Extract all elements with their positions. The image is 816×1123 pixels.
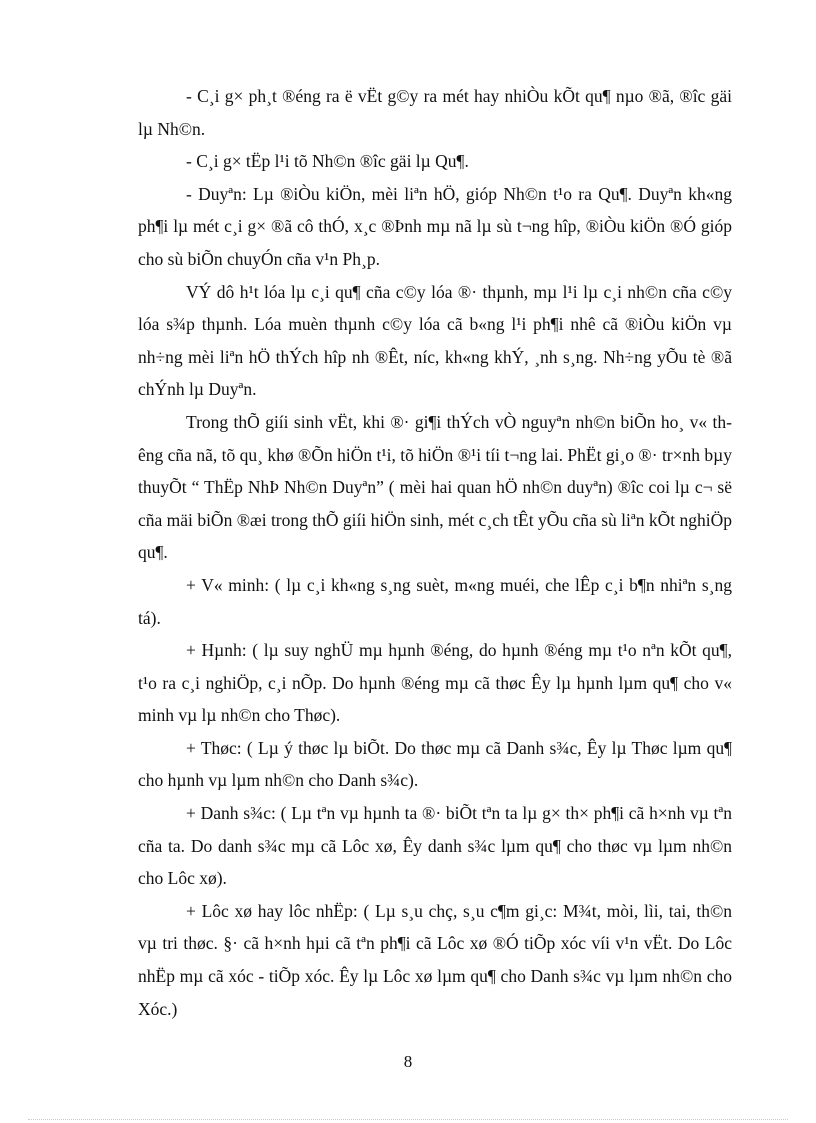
paragraph-luc-xu: + Lôc xø hay lôc nhËp: ( Lµ s¸u chç, s¸u c¶m gi¸c: M¾t, mòi, lìi, tai, th©n vµ tri thøc. §· cã h×nh hµi cã tªn ph¶i cã Lôc xø ®Ó tiÕp xóc víi v¹n vËt. Do Lôc nhËp mµ cã xóc - tiÕp xóc. Êy lµ Lôc xø lµm qu¶ cho Danh s¾c vµ lµm nh©n cho Xóc.) [138,900,732,1019]
paragraph-twelve-links: Trong thÕ giíi sinh vËt, khi ®· gi¶i thÝch vÒ nguyªn nh©n biÕn ho¸ v« thêng cña nã, tõ qu¸ khø ®Õn hiÖn t¹i, tõ hiÖn ®¹i tíi t¬ng lai. PhËt gi¸o ®· tr×nh bµy thuyÕt “ ThËp NhÞ Nh©n Duyªn” ( mèi hai quan hÖ nh©n duyªn) ®îc coi lµ c¬ së cña mäi biÕn ®æi trong thÕ giíi hiÖn sinh, mét c¸ch tÊt yÕu cña sù liªn kÕt nghiÖp qu¶. [138,411,732,563]
paragraph-nhan: - C¸i g× ph¸t ®éng ra ë vËt g©y ra mét hay nhiÒu kÕt qu¶ nµo ®ã, ®îc gäi lµ Nh©n. [138,86,732,139]
footer-divider [28,1119,788,1120]
paragraph-qua: - C¸i g× tËp l¹i tõ Nh©n ®îc gäi lµ Qu¶. [186,151,469,172]
body-text [138,80,732,1025]
paragraph-hanh: + Hµnh: ( lµ suy nghÜ mµ hµnh ®éng, do hµnh ®éng mµ t¹o nªn kÕt qu¶, t¹o ra c¸i nghiÖp, c¸i nÕp. Do hµnh ®éng mµ cã thøc Êy lµ hµnh lµm qu¶ cho v« minh vµ lµ nh©n cho Thøc). [138,640,732,726]
paragraph-vo-minh: + V« minh: ( lµ c¸i kh«ng s¸ng suèt, m«ng muéi, che lÊp c¸i b¶n nhiªn s¸ng tá). [138,574,732,628]
page-number: 8 [403,1052,413,1071]
paragraph-thuc: + Thøc: ( Lµ ý thøc lµ biÕt. Do thøc mµ cã Danh s¾c, Êy lµ Thøc lµm qu¶ cho hµnh vµ lµm nh©n cho Danh s¾c). [138,737,732,791]
paragraph-danh-sac: + Danh s¾c: ( Lµ tªn vµ hµnh ta ®· biÕt tªn ta lµ g× th× ph¶i cã h×nh vµ tªn cña ta. Do danh s¾c mµ cã Lôc xø, Êy danh s¾c lµm qu¶ cho thøc vµ lµm nh©n cho Lôc xø). [138,803,732,889]
paragraph-duyen: - Duyªn: Lµ ®iÒu kiÖn, mèi liªn hÖ, gióp Nh©n t¹o ra Qu¶. Duyªn kh«ng ph¶i lµ mét c¸i g× ®ã cô thÓ, x¸c ®Þnh mµ nã lµ sù t¬ng hîp, ®iÒu kiÖn ®Ó gióp cho sù biÕn chuyÓn cña v¹n Ph¸p. [138,183,732,269]
paragraph-example-rice: VÝ dô h¹t lóa lµ c¸i qu¶ cña c©y lóa ®· thµnh, mµ l¹i lµ c¸i nh©n cña c©y lóa s¾p thµnh. Lóa muèn thµnh c©y lóa cã b«ng l¹i ph¶i nhê cã ®iÒu kiÖn vµ nh÷ng mèi liªn hÖ thÝch hîp nh ®Êt, níc, kh«ng khÝ, ¸nh s¸ng. Nh÷ng yÕu tè ®ã chÝnh lµ Duyªn. [138,281,732,400]
